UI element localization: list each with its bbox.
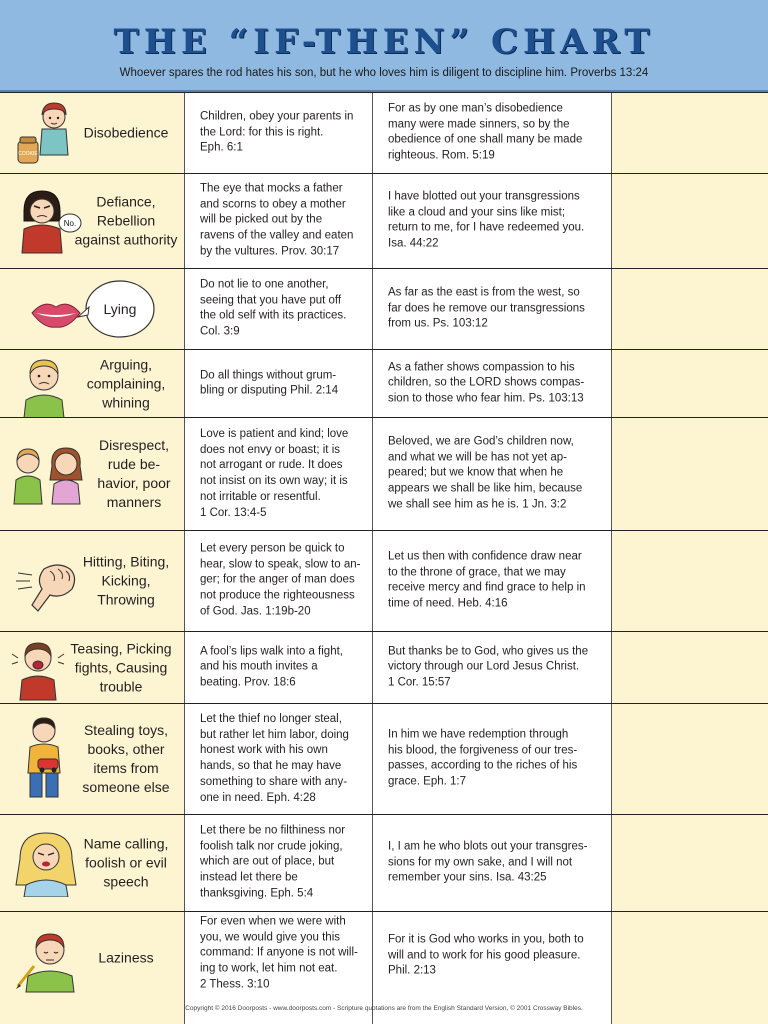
behavior-label: Laziness — [98, 949, 154, 966]
if-verse-cell — [184, 531, 373, 631]
behavior-cell — [0, 704, 184, 814]
chart-row — [0, 173, 768, 268]
behavior-label: Disrespect, rude be- havior, poor manners — [97, 437, 171, 510]
fist-illustration — [14, 547, 82, 615]
svg-text:COOKIE: COOKIE — [18, 151, 38, 157]
then-verse-cell — [372, 531, 612, 631]
if-verse-cell — [184, 418, 373, 530]
then-verse: I, I am he who blots out your transgres- sions for my own sake, and I will not remember your sins. Isa. 43:25 — [388, 840, 588, 884]
then-verse: As a father shows compassion to his children, so the LORD shows compas- sion to those who fear him. Ps. 103:13 — [388, 360, 585, 405]
if-verse-cell — [184, 815, 373, 911]
then-verse: In him we have redemption through his blood, the forgiveness of our tres- passes, according to the riches of his grace. Eph. 1:7 — [388, 728, 578, 788]
behavior-cell — [0, 269, 184, 349]
svg-text:No.: No. — [63, 219, 77, 228]
copyright-footer: Copyright © 2016 Doorposts - www.doorposts.com - Scripture quotations are from the English Standard Version, © 2001 Crossway Bibles. — [185, 1005, 583, 1012]
then-verse: But thanks be to God, who gives us the victory through our Lord Jesus Christ. 1 Cor. 15:57 — [388, 644, 589, 689]
then-verse-cell — [372, 93, 612, 173]
grumpy-boy-illustration — [14, 350, 82, 418]
chart-row — [0, 417, 768, 530]
behavior-label: Disobedience — [83, 124, 169, 141]
chart-row — [0, 703, 768, 814]
if-verse: Let the thief no longer steal, but rather let him labor, doing honest work with his own hands, so that he may have something to share with any- one in need. Eph. 4:28 — [200, 712, 349, 804]
behavior-cell — [0, 418, 184, 530]
if-verse-cell — [184, 93, 373, 173]
then-verse-cell — [372, 632, 612, 703]
behavior-label: Name calling, foolish or evil speech — [83, 835, 169, 890]
behavior-cell — [0, 815, 184, 911]
chart-row — [0, 268, 768, 349]
if-verse: Do all things without grum- bling or disputing Phil. 2:14 — [200, 368, 339, 397]
behavior-label: Hitting, Biting, Kicking, Throwing — [82, 553, 170, 608]
blank-cell — [611, 531, 768, 631]
behavior-cell — [0, 350, 184, 417]
then-verse: Let us then with confidence draw near to the throne of grace, that we may receive mercy and find grace to help in time of need. Heb. 4:16 — [388, 550, 586, 610]
chart-header — [0, 0, 768, 92]
chart-row — [0, 631, 768, 703]
behavior-label: Defiance, Rebellion against authority — [74, 193, 178, 248]
blank-cell — [611, 418, 768, 530]
then-verse-cell — [372, 815, 612, 911]
blank-cell — [611, 269, 768, 349]
two-children-illustration — [10, 440, 86, 508]
behavior-label: Arguing, complaining, whining — [86, 356, 166, 410]
if-verse: Let there be no filthiness nor foolish talk nor crude joking, which are out of place, but instead let there be thanksgiving. Eph. 5:4 — [200, 824, 346, 900]
if-verse-cell — [184, 632, 373, 703]
blonde-girl-illustration — [14, 829, 82, 897]
chart-row — [0, 530, 768, 631]
if-verse: Let every person be quick to hear, slow to speak, slow to an- ger; for the anger of man does not produce the righteousness of God. Jas. 1:19b-20 — [200, 542, 361, 618]
if-verse-cell — [184, 174, 373, 268]
behavior-cell — [0, 531, 184, 631]
then-verse: For as by one man’s disobedience many were made sinners, so by the obedience of one shall many be made righteous. Rom. 5:19 — [388, 102, 583, 162]
behavior-label: Lying — [103, 301, 137, 317]
if-verse: Love is patient and kind; love does not envy or boast; it is not arrogant or rude. It does not insist on its own way; it is not irritable or resentful. 1 Cor. 13:4-5 — [200, 427, 349, 519]
then-verse: Beloved, we are God’s children now, and what we will be has not yet ap- peared; but we know that when he appears we shall be like him, because we shall see him as he is. 1 Jn. 3:2 — [388, 435, 583, 511]
behavior-cell — [0, 632, 184, 703]
boy-holding-toy-car-illustration — [14, 713, 82, 805]
if-verse-cell — [184, 269, 373, 349]
then-verse: I have blotted out your transgressions like a cloud and your sins like mist; return to me, for I have redeemed you. Isa. 44:22 — [388, 190, 585, 250]
then-verse-cell — [372, 174, 612, 268]
behavior-cell — [0, 93, 184, 173]
if-verse-cell — [184, 350, 373, 417]
then-verse: For it is God who works in you, both to will and to work for his good pleasure. Phil. 2:13 — [388, 933, 584, 977]
then-verse-cell — [372, 418, 612, 530]
bored-child-with-pencil-illustration — [14, 926, 82, 994]
if-verse: For even when we were with you, we would give you this command: If anyone is not will- ing to work, let him not eat. 2 Thess. 3:10 — [200, 915, 358, 991]
blank-cell — [611, 704, 768, 814]
if-verse: A fool’s lips walk into a fight, and his mouth invites a beating. Prov. 18:6 — [200, 644, 343, 689]
behavior-label: Teasing, Picking fights, Causing trouble — [70, 640, 172, 694]
then-verse: As far as the east is from the west, so far does he remove our transgressions from us. Ps. 103:12 — [388, 286, 585, 330]
blank-cell — [611, 350, 768, 417]
then-verse-cell — [372, 269, 612, 349]
header-verse: Whoever spares the rod hates his son, but he who loves him is diligent to discipline him. Proverbs 13:24 — [119, 67, 649, 79]
chart-row — [0, 814, 768, 911]
if-verse: Do not lie to one another, seeing that you have put off the old self with its practices. Col. 3:9 — [200, 278, 347, 338]
blank-cell — [611, 174, 768, 268]
then-verse-cell — [372, 350, 612, 417]
chart-row — [0, 349, 768, 417]
if-verse: The eye that mocks a father and scorns to obey a mother will be picked out by the ravens of the valley and eaten by the vultures. Prov. 30:17 — [200, 182, 354, 258]
chart-row — [0, 92, 768, 173]
blank-cell — [611, 632, 768, 703]
blank-cell — [611, 93, 768, 173]
if-verse: Children, obey your parents in the Lord: for this is right. Eph. 6:1 — [200, 110, 354, 154]
angry-girl-saying-no-illustration — [14, 187, 82, 255]
then-verse-cell — [372, 704, 612, 814]
blank-cell — [611, 815, 768, 911]
if-verse-cell — [184, 704, 373, 814]
child-with-cookie-jar-illustration — [14, 99, 82, 167]
behavior-label: Stealing toys, books, other items from someone else — [82, 722, 170, 795]
behavior-cell — [0, 174, 184, 268]
page-title: THE “IF-THEN” CHART — [113, 22, 655, 62]
